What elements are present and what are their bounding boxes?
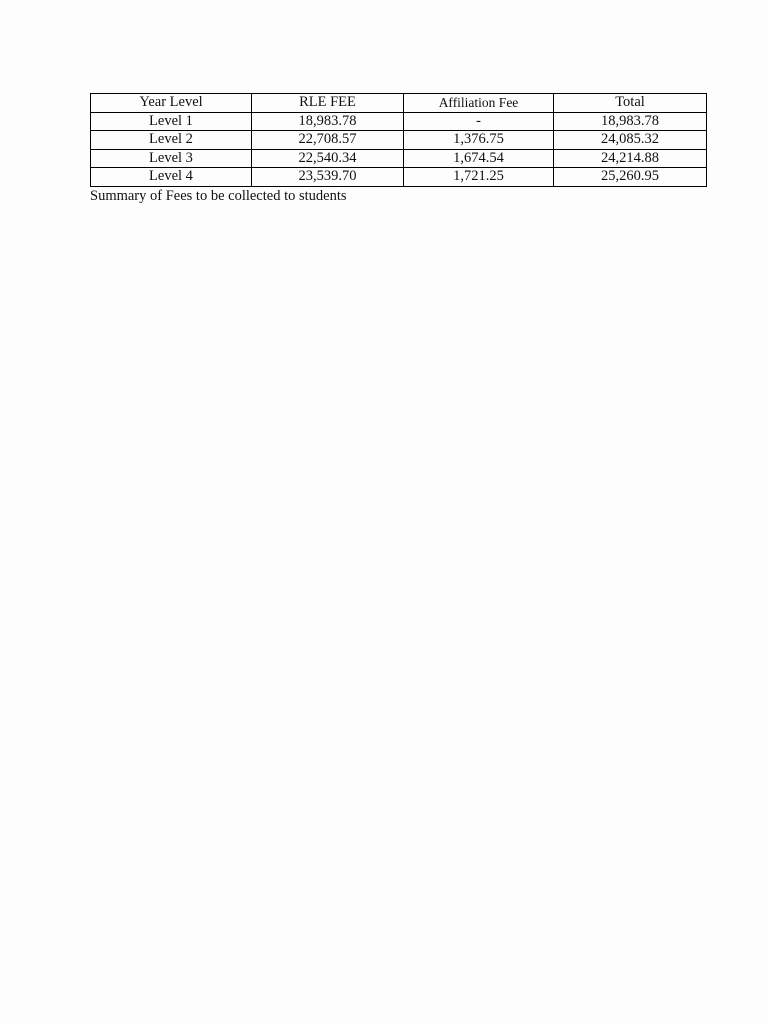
cell-affiliation-fee: - (404, 112, 554, 131)
column-header-affiliation-fee: Affiliation Fee (404, 94, 554, 113)
table-row (91, 168, 707, 187)
column-header-rle-fee: RLE FEE (252, 94, 404, 113)
cell-total: 24,214.88 (554, 149, 707, 168)
column-header-year-level: Year Level (91, 94, 252, 113)
cell-total: 18,983.78 (554, 112, 707, 131)
cell-affiliation-fee: 1,674.54 (404, 149, 554, 168)
table-caption: Summary of Fees to be collected to students (90, 188, 347, 204)
cell-affiliation-fee: 1,721.25 (404, 168, 554, 187)
cell-rle-fee: 22,540.34 (252, 149, 404, 168)
cell-year-level: Level 3 (91, 149, 252, 168)
cell-rle-fee: 23,539.70 (252, 168, 404, 187)
cell-year-level: Level 1 (91, 112, 252, 131)
table-row (91, 149, 707, 168)
cell-total: 24,085.32 (554, 131, 707, 150)
table-header-row (91, 94, 707, 113)
cell-affiliation-fee: 1,376.75 (404, 131, 554, 150)
cell-rle-fee: 22,708.57 (252, 131, 404, 150)
table-row (91, 112, 707, 131)
column-header-total: Total (554, 94, 707, 113)
table-row (91, 131, 707, 150)
cell-rle-fee: 18,983.78 (252, 112, 404, 131)
fees-table (90, 93, 707, 187)
cell-year-level: Level 2 (91, 131, 252, 150)
cell-year-level: Level 4 (91, 168, 252, 187)
cell-total: 25,260.95 (554, 168, 707, 187)
